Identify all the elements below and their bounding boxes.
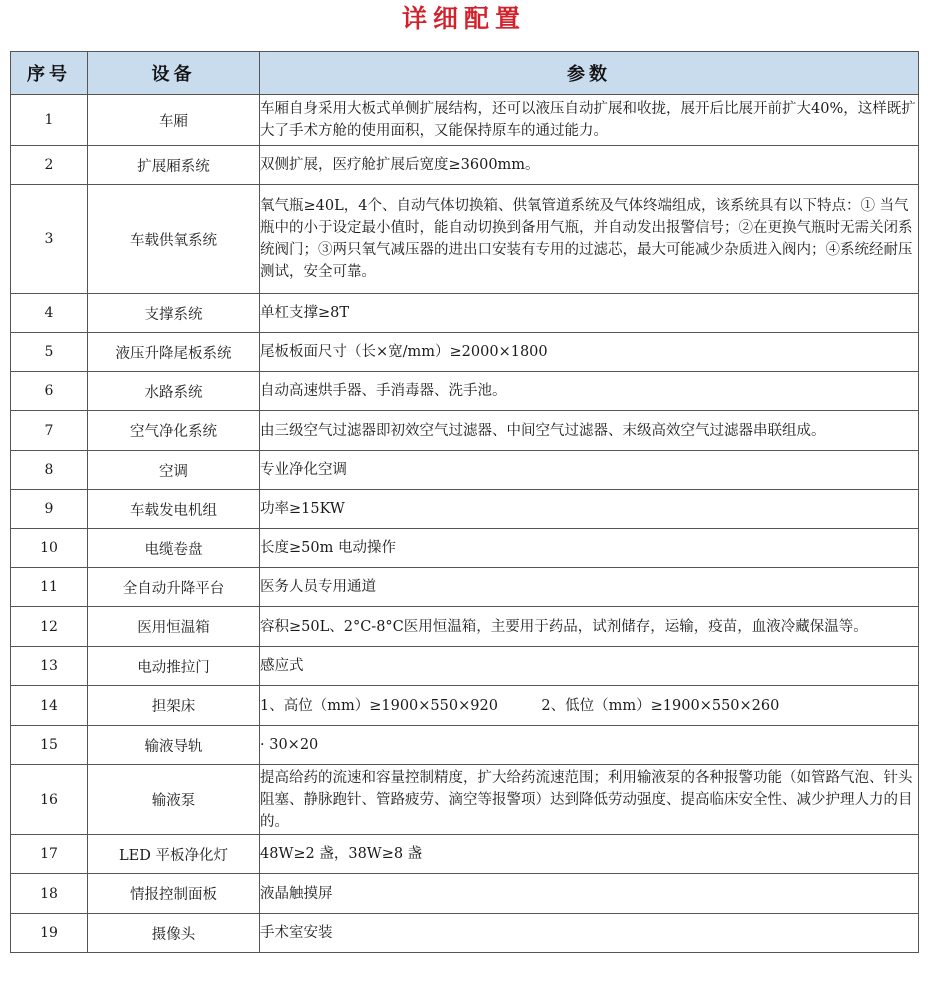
row-params: 单杠支撑≥8T: [260, 294, 919, 333]
table-row: [11, 95, 919, 146]
row-params: 液晶触摸屏: [260, 874, 919, 914]
row-device: 扩展厢系统: [88, 146, 260, 185]
table-row: [11, 874, 919, 914]
row-params: 提高给药的流速和容量控制精度，扩大给药流速范围；利用输液泵的各种报警功能（如管路气泡、针头阻塞、静脉跑针、管路疲劳、滴空等报警项）达到降低劳动强度、提高临床安全性、减少护理人力的目的。: [260, 765, 919, 835]
row-device: 全自动升降平台: [88, 568, 260, 607]
row-params: 专业净化空调: [260, 451, 919, 490]
table-row: [11, 294, 919, 333]
table-row: [11, 686, 919, 726]
row-params: 功率≥15KW: [260, 490, 919, 529]
row-device: 输液泵: [88, 765, 260, 835]
row-number: 1: [11, 95, 88, 146]
row-device: 水路系统: [88, 372, 260, 411]
row-params: 氧气瓶≥40L，4个、自动气体切换箱、供氧管道系统及气体终端组成，该系统具有以下特点：① 当气瓶中的小于设定最小值时，能自动切换到备用气瓶，并自动发出报警信号；②在更换气瓶时无需关闭系统阀门；③两只氧气减压器的进出口安装有专用的过滤芯，最大可能减少杂质进入阀内；④系统经耐压测试，安全可靠。: [260, 185, 919, 294]
row-number: 14: [11, 686, 88, 726]
row-device: LED 平板净化灯: [88, 835, 260, 874]
row-number: 3: [11, 185, 88, 294]
row-number: 8: [11, 451, 88, 490]
row-params: 容积≥50L、2°C-8°C医用恒温箱，主要用于药品，试剂储存，运输，疫苗，血液冷藏保温等。: [260, 607, 919, 647]
row-number: 13: [11, 647, 88, 686]
row-device: 输液导轨: [88, 726, 260, 765]
table-row: [11, 490, 919, 529]
row-number: 12: [11, 607, 88, 647]
row-number: 10: [11, 529, 88, 568]
row-number: 2: [11, 146, 88, 185]
row-number: 6: [11, 372, 88, 411]
table-row: [11, 372, 919, 411]
row-device: 液压升降尾板系统: [88, 333, 260, 372]
row-params: · 30×20: [260, 726, 919, 765]
table-row: [11, 451, 919, 490]
table-row: [11, 568, 919, 607]
row-number: 18: [11, 874, 88, 914]
row-device: 担架床: [88, 686, 260, 726]
row-params: 双侧扩展，医疗舱扩展后宽度≥3600mm。: [260, 146, 919, 185]
row-number: 4: [11, 294, 88, 333]
row-number: 15: [11, 726, 88, 765]
table-row: [11, 185, 919, 294]
table-row: [11, 607, 919, 647]
table-row: [11, 835, 919, 874]
row-params: 由三级空气过滤器即初效空气过滤器、中间空气过滤器、末级高效空气过滤器串联组成。: [260, 411, 919, 451]
table-body: [11, 95, 919, 953]
table-row: [11, 726, 919, 765]
row-device: 电缆卷盘: [88, 529, 260, 568]
row-params: 手术室安装: [260, 914, 919, 953]
header-num: 序号: [11, 52, 88, 95]
row-device: 空调: [88, 451, 260, 490]
table-row: [11, 765, 919, 835]
page-title: 详细配置: [401, 4, 526, 33]
row-device: 医用恒温箱: [88, 607, 260, 647]
table-row: [11, 411, 919, 451]
row-params: 长度≥50m 电动操作: [260, 529, 919, 568]
table-row: [11, 146, 919, 185]
row-number: 5: [11, 333, 88, 372]
row-params: 1、高位（mm）≥1900×550×920 2、低位（mm）≥1900×550×260: [260, 686, 919, 726]
row-number: 16: [11, 765, 88, 835]
row-number: 11: [11, 568, 88, 607]
row-number: 17: [11, 835, 88, 874]
table-row: [11, 647, 919, 686]
row-params: 医务人员专用通道: [260, 568, 919, 607]
row-params: 车厢自身采用大板式单侧扩展结构，还可以液压自动扩展和收拢，展开后比展开前扩大40%，这样既扩大了手术方舱的使用面积，又能保持原车的通过能力。: [260, 95, 919, 146]
row-device: 摄像头: [88, 914, 260, 953]
table-row: [11, 333, 919, 372]
table-row: [11, 529, 919, 568]
row-params: 感应式: [260, 647, 919, 686]
row-params: 48W≥2 盏，38W≥8 盏: [260, 835, 919, 874]
row-device: 电动推拉门: [88, 647, 260, 686]
row-number: 9: [11, 490, 88, 529]
table-header-row: [11, 52, 919, 95]
table-row: [11, 914, 919, 953]
row-device: 车厢: [88, 95, 260, 146]
row-params: 尾板板面尺寸（长×宽/mm）≥2000×1800: [260, 333, 919, 372]
row-params: 自动高速烘手器、手消毒器、洗手池。: [260, 372, 919, 411]
row-number: 19: [11, 914, 88, 953]
config-table: [10, 51, 919, 953]
header-device: 设备: [88, 52, 260, 95]
row-device: 车载发电机组: [88, 490, 260, 529]
row-device: 车载供氧系统: [88, 185, 260, 294]
row-number: 7: [11, 411, 88, 451]
row-device: 情报控制面板: [88, 874, 260, 914]
header-params: 参数: [260, 52, 919, 95]
row-device: 空气净化系统: [88, 411, 260, 451]
row-device: 支撑系统: [88, 294, 260, 333]
